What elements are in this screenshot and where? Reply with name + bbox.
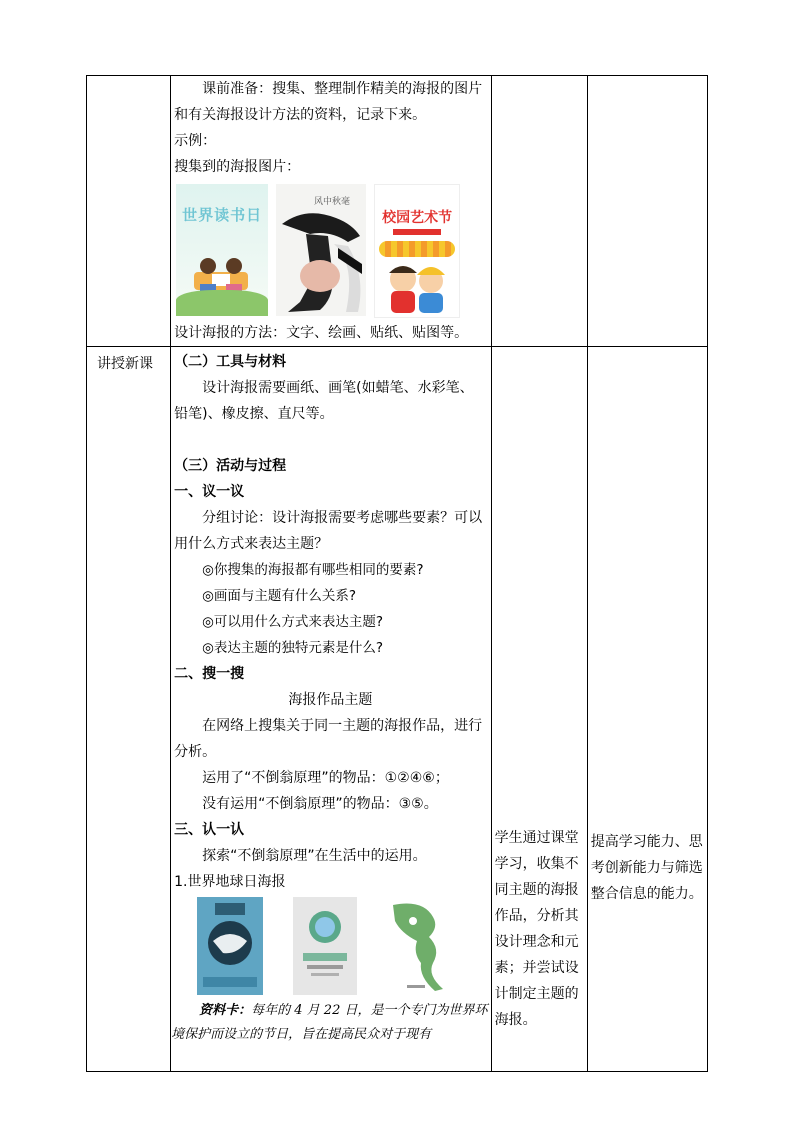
poster-images — [171, 180, 491, 320]
example-label: 示例： — [174, 133, 217, 149]
reading-day-poster-image — [176, 184, 268, 316]
goal-cell — [587, 347, 707, 1072]
ink-wash-poster-image — [276, 184, 366, 316]
student-activity-cell — [491, 347, 587, 1072]
grass-decoration — [176, 290, 268, 316]
section-heading-discuss: 一、议一议 — [174, 484, 245, 500]
poster-title: 风中秋毫 — [314, 197, 351, 207]
activity-title: （三）活动与过程 — [174, 458, 287, 474]
list-item: ◎可以用什么方式来表达主题? — [202, 614, 384, 630]
info-card-label: 资料卡： — [199, 1003, 252, 1018]
methods-text: 设计海报的方法：文字、绘画、贴纸、贴图等。 — [174, 325, 469, 341]
list-item: ◎你搜集的海报都有哪些相同的要素? — [202, 562, 424, 578]
cartoon-kids-illustration — [381, 261, 453, 315]
theme-heading: 海报作品主题 — [288, 692, 373, 708]
section-heading-identify: 三、认一认 — [174, 822, 245, 838]
tools-text: 设计海报需要画纸、画笔(如蜡笔、水彩笔、铅笔)、橡皮擦、直尺等。 — [174, 380, 474, 422]
discuss-text: 分组讨论：设计海报需要考虑哪些要素？可以用什么方式来表达主题？ — [174, 510, 483, 552]
ink-figure-illustration — [276, 184, 366, 316]
lesson-plan-table — [86, 75, 708, 1072]
earth-day-images — [171, 895, 491, 995]
list-item: ◎表达主题的独特元素是什么? — [202, 640, 384, 656]
empty-cell — [491, 76, 587, 347]
globe-illustration — [197, 897, 263, 995]
section-label-cell — [87, 347, 171, 1072]
info-card — [171, 995, 491, 1047]
not-used-text: 没有运用“不倒翁原理”的物品：③⑤。 — [202, 796, 438, 812]
info-card-text — [171, 999, 491, 1047]
prep-text: 课前准备：搜集、整理制作精美的海报的图片和有关海报设计方法的资料，记录下来。 — [174, 81, 483, 123]
poster-subtitle-bar — [393, 229, 441, 235]
empty-cell — [87, 76, 171, 347]
empty-cell — [587, 76, 707, 347]
earth-poster-2-image — [293, 897, 357, 995]
section-heading-search: 二、搜一搜 — [174, 666, 245, 682]
tools-title — [174, 349, 487, 375]
art-festival-poster-image — [374, 184, 460, 318]
search-text: 在网络上搜集关于同一主题的海报作品，进行分析。 — [174, 718, 483, 760]
collected-label: 搜集到的海报图片： — [174, 159, 301, 175]
section-label: 讲授新课 — [97, 356, 153, 372]
poster-title: 校园艺术节 — [382, 210, 453, 226]
goal-text: 提高学习能力、思考创新能力与筛选整合信息的能力。 — [590, 834, 703, 902]
leaf-profile-illustration — [383, 897, 453, 995]
globe-illustration — [293, 897, 357, 995]
poster-title: 世界读书日 — [182, 206, 263, 224]
table-row — [87, 76, 708, 347]
earth-poster-1-image — [197, 897, 263, 995]
spacer — [174, 427, 487, 453]
list-item: ◎画面与主题有什么关系? — [202, 588, 357, 604]
tools-title-part: 材料 — [258, 354, 287, 370]
earth-poster-3-image — [383, 897, 453, 995]
student-activity-text: 学生通过课堂学习，收集不同主题的海报作品，分析其设计理念和元素；并尝试设计制定主题的海报。 — [494, 830, 579, 1028]
question-list — [174, 557, 487, 661]
tools-title-part: （二）工具与 — [174, 354, 259, 370]
table-row — [87, 347, 708, 1072]
item-earth-day: 1.世界地球日海报 — [174, 874, 286, 890]
prep-cell — [171, 76, 492, 347]
info-card-body: 每年的 4 月 22 日，是一个专门为世界环境保护而设立的节日，旨在提高民众对于现有 — [171, 1003, 488, 1042]
content-cell — [171, 347, 492, 1072]
sunflower-decoration — [379, 241, 455, 257]
used-text: 运用了“不倒翁原理”的物品：①②④⑥； — [202, 770, 449, 786]
explore-text: 探索“不倒翁原理”在生活中的运用。 — [202, 848, 427, 864]
